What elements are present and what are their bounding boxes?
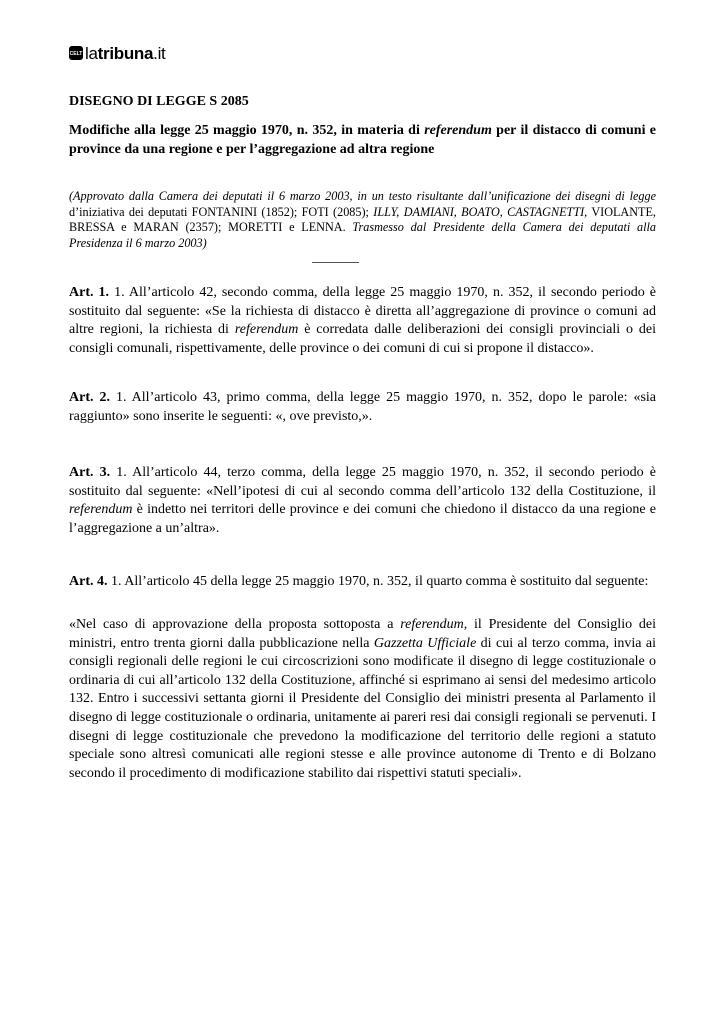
article-4: Art. 4. 1. All’articolo 45 della legge 25 maggio 1970, n. 352, il quarto comma è sostituito dal seguente: <box>69 574 649 589</box>
article-1: Art. 1. 1. All’articolo 42, secondo comma, della legge 25 maggio 1970, n. 352, il secondo periodo è sostituito dal seguente: «Se la richiesta di distacco è diretta all’aggregazione di province o comuni ad altre regioni, la richiesta di referendum è corredata dalle deliberazioni dei consigli provinciali o dei consigli comunali, rispettivamente, delle province o dei comuni di cui si propone il distacco». <box>69 285 656 356</box>
approval-note: (Approvato dalla Camera dei deputati il 6 marzo 2003, in un testo risultante dall’unificazione dei disegni di legge d’iniziativa dei deputati FONTANINI (1852); FOTI (2085); ILLY, DAMIANI, BOATO, CASTAGNETTI, VIOLANTE, BRESSA e MARAN (2357); MORETTI e LENNA. Trasmesso dal Presidente della Camera dei deputati alla Presidenza il 6 marzo 2003) <box>69 189 656 250</box>
article-2: Art. 2. 1. All’articolo 43, primo comma, della legge 25 maggio 1970, n. 352, dopo le parole: «sia raggiunto» sono inserite le seguenti: «, ove previsto,». <box>69 390 656 424</box>
article-3-label: Art. 3. <box>69 465 111 480</box>
celt-logo-icon <box>69 46 83 60</box>
separator-line <box>312 262 359 263</box>
svg-text:CELT: CELT <box>69 51 83 57</box>
article-3: Art. 3. 1. All’articolo 44, terzo comma, della legge 25 maggio 1970, n. 352, il secondo periodo è sostituito dal seguente: «Nell’ipotesi di cui al secondo comma dell’articolo 132 della Costituzione, il referendum è indetto nei territori delle province e dei comuni che chiedono il distacco da una regione e l’aggregazione a un’altra». <box>69 465 656 536</box>
article-2-label: Art. 2. <box>69 390 110 405</box>
logo-wordmark: latribuna.it <box>85 43 166 63</box>
bill-subject: Modifiche alla legge 25 maggio 1970, n. 352, in materia di referendum per il distacco di comuni e province da una regione e per l’aggregazione ad altra regione <box>69 123 656 157</box>
article-4-quote: «Nel caso di approvazione della proposta sottoposta a referendum, il Presidente del Consiglio dei ministri, entro trenta giorni dalla pubblicazione nella Gazzetta Ufficiale di cui al terzo comma, invia ai consigli regionali delle regioni le cui circoscrizioni sono modificate il disegno di legge costituzionale o ordinaria di cui all’articolo 132 della Costituzione, affinché si esprimano ai sensi del medesimo articolo 132. Entro i successivi settanta giorni il Presidente del Consiglio dei ministri presenta al Parlamento il disegno di legge costituzionale o ordinaria, unitamente ai pareri resi dai consigli regionali se pervenuti. I disegni di legge costituzionale che prevedono la modificazione del territorio delle regioni a statuto speciale sono altresì comunicati alle regioni stesse e alle province autonome di Trento e di Bolzano secondo il procedimento di modificazione stabilito dai rispettivi statuti speciali». <box>69 617 656 781</box>
bill-code: DISEGNO DI LEGGE S 2085 <box>69 94 249 109</box>
latribuna-logo <box>69 42 165 64</box>
article-1-label: Art. 1. <box>69 285 110 300</box>
article-4-label: Art. 4. <box>69 574 108 589</box>
